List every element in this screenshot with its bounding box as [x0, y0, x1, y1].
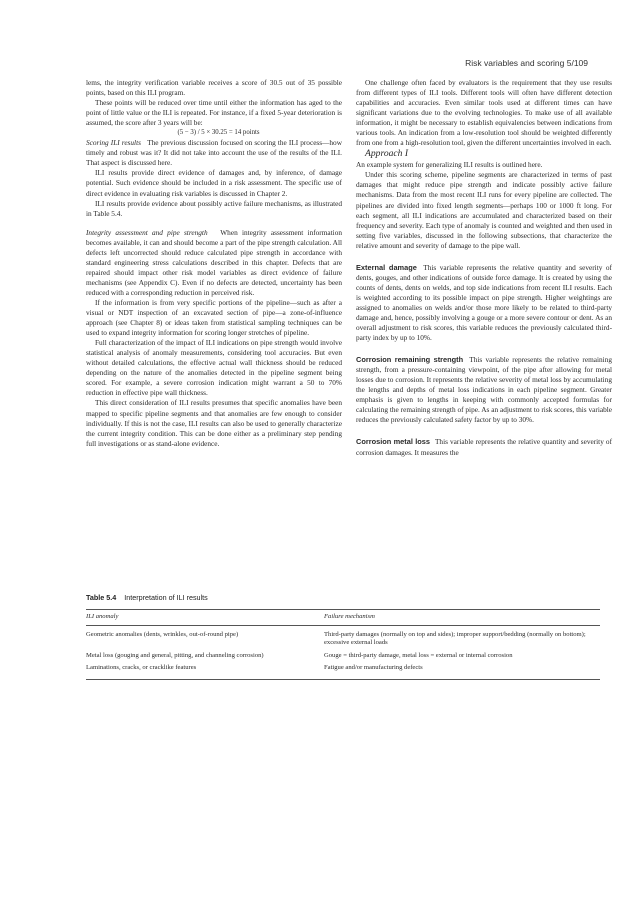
run-in-heading: Integrity assessment and pipe strength — [86, 227, 208, 237]
table-row — [86, 662, 600, 679]
table-cell: Laminations, cracks, or cracklike features — [86, 662, 324, 679]
table-cell: Fatigue and/or manufacturing defects — [324, 662, 600, 679]
column-header: Failure mechanism — [324, 610, 600, 626]
paragraph: Under this scoring scheme, pipeline segments are characterized in terms of past damages that might reduce pipe strength and indicate possibly active failure mechanisms. Data from the most recent ILI runs for every pipeline are collected. The pipelines are divided into fixed length segments—perhaps 100 or 1000 ft long. For each segment, all ILI indications are accumulated and characterized based on their frequency and severity. Each type of anomaly is counted and weighted and then used in setting five variables, discussed in the following subsections, that characterize the relative amount and severity of damage to the pipe wall. — [356, 170, 612, 250]
table-cell: Gouge = third-party damage, metal loss = external or internal corrosion — [324, 651, 513, 659]
table-caption — [86, 593, 600, 602]
paragraph: lems, the integrity verification variable receives a score of 30.5 out of 35 possible points, based on this ILI program. — [86, 78, 342, 98]
paragraph: This direct consideration of ILI results presumes that specific anomalies have been mapped to specific pipeline segments and that anomalies are few enough to consider individually. If this is not the case, ILI results can also be used to generally characterize the current integrity condition. This can be done either as a preliminary step pending full investigations or as stand-alone evidence. — [86, 398, 342, 448]
paragraph-text: This variable represents the relative quantity and severity of corrosion damages. It measures the — [356, 437, 613, 457]
right-column — [356, 78, 612, 458]
paragraph — [86, 228, 342, 298]
table-row — [86, 625, 600, 650]
table-cell: Geometric anomalies (dents, wrinkles, out-of-round pipe) — [86, 630, 239, 638]
running-head: Risk variables and scoring 5/109 — [465, 58, 588, 68]
paragraph: If the information is from very specific portions of the pipeline—such as after a visual or NDT inspection of an excavated section of pipe—a zone-of-influence approach (see Chapter 8) or ideas taken from statistical sampling techniques can be used to expand integrity information for scoring longer stretches of pipeline. — [86, 297, 342, 338]
table-cell: Metal loss (gouging and general, pitting, and channeling corrosion) — [86, 651, 264, 659]
paragraph: One challenge often faced by evaluators is the requirement that they use results from different types of ILI tools. Different tools will often have different detection capabilities and accuracies. Even similar tools used at different times can have significant variations due to the evolving technologies. To make use of all available information, it might be necessary to establish equivalencies between indications from various tools. An indication from a low-resolution tool should be weighted differently from one from a high-resolution tool, given the different uncertainties involved in each. — [356, 78, 612, 148]
run-in-heading: External damage — [356, 262, 417, 272]
section-heading: Approach I — [365, 148, 409, 160]
paragraph — [356, 355, 612, 425]
run-in-heading: Corrosion remaining strength — [356, 355, 464, 365]
paragraph — [86, 138, 342, 168]
paragraph: ILI results provide evidence about possibly active failure mechanisms, as illustrated in Table 5.4. — [86, 198, 342, 218]
column-header: ILI anomaly — [86, 610, 324, 626]
paragraph: These points will be reduced over time until either the information has aged to the point of little value or the ILI is repeated. For instance, if a fixed 5-year deterioration is assumed, the score after 3 years will be: — [86, 98, 342, 128]
ili-interpretation-table — [86, 609, 600, 680]
paragraph-text: This variable represents the relative quantity and severity of dents, gouges, and other indications of outside force damage. It is created by using the counts of dents, dents on welds, and top side indications from recent ILI results. Each is weighted according to its possible impact on pipe strength. Higher weightings are assigned to anomalies on welds and/or those more likely to be related to third-party damage and, hence, possibly involving a gouge or a more severe contour or dent. As an overall adjustment to risk scores, this variable reduces the previously calculated third-party index by up to 10%. — [356, 262, 612, 343]
table-cell: Third-party damages (normally on top and sides); improper support/bedding (normally on bottom); excessive external loads — [324, 630, 586, 647]
run-in-heading: Scoring ILI results — [86, 138, 141, 148]
table-header-row — [86, 610, 600, 626]
table-5-4 — [86, 593, 600, 680]
table-row — [86, 650, 600, 663]
paragraph — [356, 263, 612, 343]
paragraph-text: The previous discussion focused on scoring the ILI process—how timely and robust was it? It did not take into account the use of the results of the ILI. That aspect is discussed here. — [86, 138, 342, 168]
paragraph — [356, 437, 612, 457]
paragraph: An example system for generalizing ILI results is outlined here. — [356, 160, 543, 170]
table-label: Table 5.4 — [86, 593, 117, 602]
left-column — [86, 78, 342, 449]
paragraph-text: This variable represents the relative remaining strength, from a pressure-containing viewpoint, of the pipe after allowing for metal losses due to corrosion. It represents the relative severity of metal loss by accumulating the lengths and depths of metal loss indications in each pipeline segment. Greater emphasis is given to lengths in keeping with commonly accepted formulas for calculating the remaining strength of pipe. As an adjustment to risk scores, this variable reduces the previously calculated safety factor by up to 30%. — [356, 355, 612, 425]
paragraph-text: When integrity assessment information becomes available, it can and should become a part of the pipe strength calculation. All defects left uncorrected should reduce calculated pipe strength in accordance with standard engineering stress calculations described in this chapter. Defects that are repaired should impact other risk model variables as direct evidence of failure mechanisms (see Appendix C). Even if no defects are detected, uncertainty has been reduced with a corresponding reduction in perceived risk. — [86, 227, 342, 297]
paragraph: ILI results provide direct evidence of damages and, by inference, of damage potential. Such evidence should be included in a risk assessment. The specific use of direct evidence in evaluating risk variables is discussed in Chapter 2. — [86, 168, 342, 198]
table-title: Interpretation of ILI results — [124, 593, 208, 602]
run-in-heading: Corrosion metal loss — [356, 437, 431, 447]
paragraph: Full characterization of the impact of ILI indications on pipe strength would involve statistical analysis of anomaly measurements, considering tool accuracies. But even without detailed calculations, the effective actual wall thickness should be reduced depending on the nature of the anomalies detected in the pipeline segment being scored. For example, a severe corrosion indication might warrant a 50 to 70% reduction in effective pipe wall thickness. — [86, 338, 342, 398]
equation: (5 − 3) / 5 × 30.25 = 14 points — [177, 129, 260, 137]
